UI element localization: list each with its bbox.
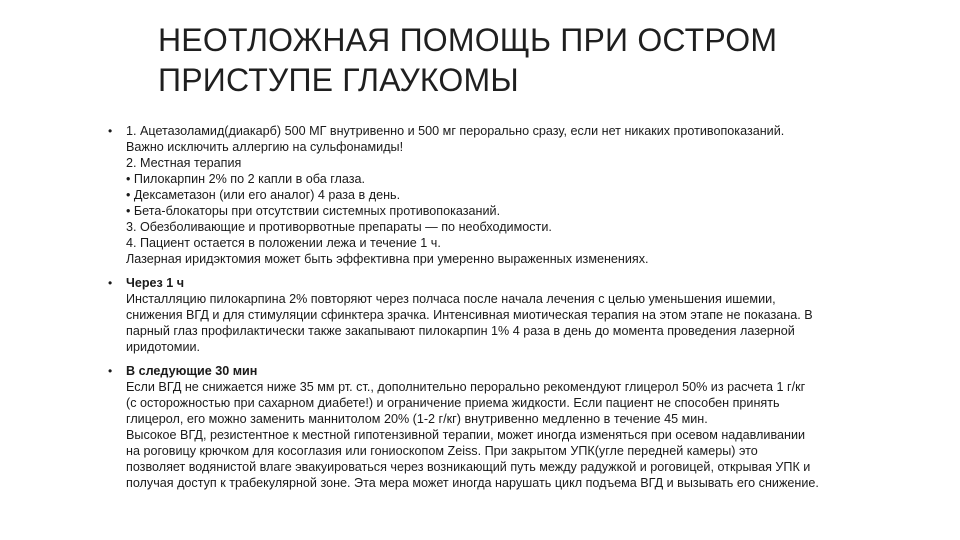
slide-body (108, 123, 938, 491)
text-line: на роговицу крючком для косоглазия или гониоскопом Zeiss. При закрытом УПК(угле передней камеры) это (126, 444, 758, 458)
slide-title (158, 20, 918, 100)
text-line: Если ВГД не снижается ниже 35 мм рт. ст., дополнительно перорально рекомендуют глицерол 50% из расчета 1 г/кг (126, 380, 806, 394)
slide-title-line-1: НЕОТЛОЖНАЯ ПОМОЩЬ ПРИ ОСТРОМ (158, 22, 778, 58)
text-line: получая доступ к трабекулярной зоне. Эта мера может иногда нарушать цикл подъема ВГД и вызывать его снижение. (126, 476, 819, 490)
text-line: глицерол, его можно заменить маннитолом 20% (1-2 г/кг) внутривенно медленно в течение 45 мин. (126, 412, 708, 426)
text-line: 3. Обезболивающие и противорвотные препараты — по необходимости. (126, 220, 552, 234)
text-line: Высокое ВГД, резистентное к местной гипотензивной терапии, может иногда изменяться при осевом надавливании (126, 428, 806, 442)
text-line: Инсталляцию пилокарпина 2% повторяют через полчаса после начала лечения с целью уменьшения ишемии, (126, 292, 776, 306)
bullet-icon: • (108, 364, 113, 378)
section-after-1-hour (108, 275, 938, 355)
text-line: 1. Ацетазоламид(диакарб) 500 МГ внутривенно и 500 мг перорально сразу, если нет никаких противопоказаний. (126, 124, 785, 138)
section-heading: Через 1 ч (126, 276, 185, 290)
text-line: (с осторожностью при сахарном диабете!) и ограничение приема жидкости. Если пациент не способен принять (126, 396, 780, 410)
text-line: • Пилокарпин 2% по 2 капли в оба глаза. (126, 172, 366, 186)
text-line: позволяет водянистой влаге эвакуироваться через возникающий путь между радужкой и роговицей, открывая УПК и (126, 460, 811, 474)
text-line: • Бета-блокаторы при отсутствии системных противопоказаний. (126, 204, 501, 218)
text-line: • Дексаметазон (или его аналог) 4 раза в день. (126, 188, 401, 202)
section-heading: В следующие 30 мин (126, 364, 258, 378)
section-next-30-min (108, 363, 938, 491)
slide-title-line-2: ПРИСТУПЕ ГЛАУКОМЫ (158, 62, 519, 98)
text-line: Лазерная иридэктомия может быть эффективна при умеренно выраженных изменениях. (126, 252, 649, 266)
section-initial-treatment (108, 123, 938, 267)
text-line: снижения ВГД и для стимуляции сфинктера зрачка. Интенсивная миотическая терапия на этом этапе не показана. В (126, 308, 813, 322)
text-line: 4. Пациент остается в положении лежа и течение 1 ч. (126, 236, 441, 250)
text-line: парный глаз профилактически также закапывают пилокарпин 1% 4 раза в день до момента проведения лазерной (126, 324, 795, 338)
text-line: 2. Местная терапия (126, 156, 242, 170)
text-line: Важно исключить аллергию на сульфонамиды! (126, 140, 404, 154)
bullet-icon: • (108, 276, 113, 290)
text-line: иридотомии. (126, 340, 201, 354)
bullet-icon: • (108, 124, 113, 138)
